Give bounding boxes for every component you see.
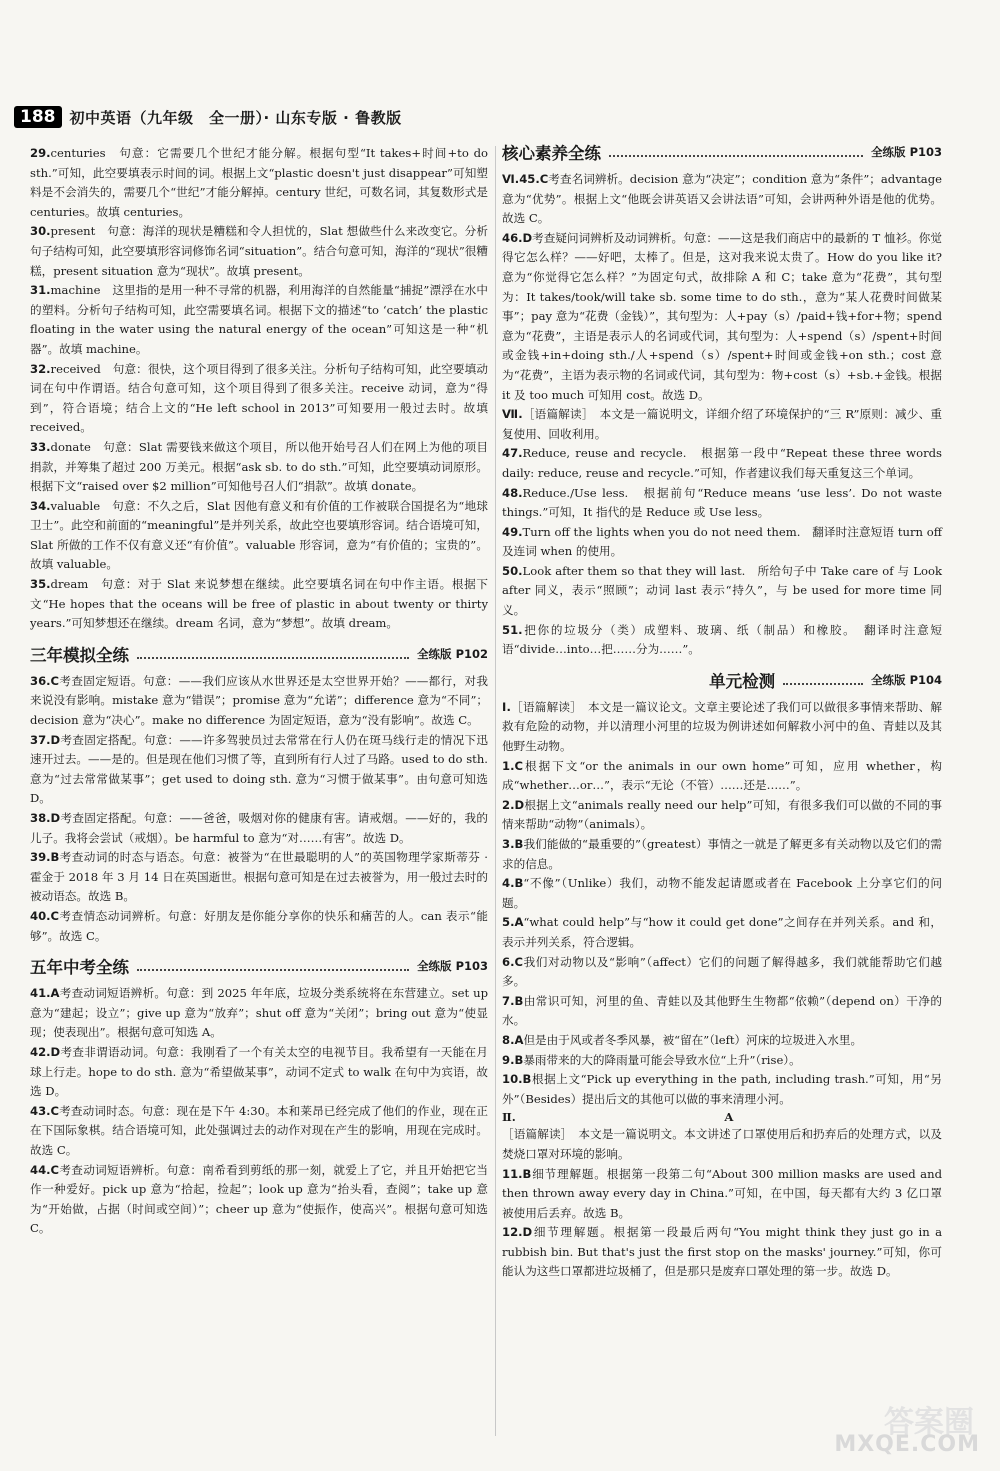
part-subheading <box>502 1109 942 1125</box>
entry-number: 4.B <box>502 876 524 891</box>
entry-number: 48. <box>502 485 523 500</box>
entry-text: 考查固定短语。句意：——我们应该从水世界还是太空世界开始？——都行，对我来说没有影响。mistake 意为“错误”；promise 意为“允诺”；difference 意为“不同”；decision 意为“决心”。make no difference 为固定短语，意为“没有影响”。故选 C。 <box>30 673 488 728</box>
dotted-rule <box>783 683 863 685</box>
section-page-ref: 全练版 P104 <box>871 672 942 687</box>
answer-entry <box>30 222 488 281</box>
entry-number: 38.D <box>30 811 61 825</box>
entry-number: 43.C <box>30 1103 60 1118</box>
answer-entry <box>30 731 488 809</box>
entry-number: 6.C <box>502 954 523 969</box>
entry-text: 考查动词的时态与语态。句意：被誉为“在世最聪明的人”的英国物理学家斯蒂芬 · 霍金于 2018 年 3 月 14 日在英国逝世。根据句意可知是在过去被誉为，用一般过去时的被动语态。故选 B。 <box>30 850 488 904</box>
part-number: Ⅱ. <box>502 1110 516 1125</box>
section-heading <box>502 138 942 166</box>
answer-entry <box>30 281 488 359</box>
answer-entry <box>30 438 488 497</box>
page-header <box>14 104 402 130</box>
entry-number: 42.D <box>30 1044 61 1059</box>
entry-text: 考查名词辨析。decision 意为“决定”；condition 意为“条件”；advantage 意为“优势”。根据上文“他既会讲英语又会讲法语”可知，会讲两种外语是他的优势。故选 C。 <box>502 172 942 226</box>
dotted-rule <box>137 657 409 659</box>
answer-entry <box>502 698 942 757</box>
column-divider <box>495 146 496 1436</box>
entry-text: valuable 句意：不久之后，Slat 因他有意义和有价值的工作被联合国提名为“地球卫士”。此空和前面的“meaningful”是并列关系，故此空也要填形容词。结合语境可知，Slat 所做的工作不仅有意义还“有价值”。valuable 形容词，意为“有价值的；宝贵的”。故填 valuable。 <box>30 498 488 572</box>
answer-entry <box>502 1070 942 1109</box>
entry-text: present 句意：海洋的现状是糟糕和令人担忧的，Slat 想做些什么来改变它。分析句子结构可知，此空要填形容词修饰名词“situation”。结合句意可知，海洋的“现状”很糟糕，present situation 意为“现状”。故填 present。 <box>30 224 488 278</box>
entry-number: 34. <box>30 498 51 513</box>
answer-entry <box>502 1051 942 1071</box>
entry-number: 32. <box>30 361 51 376</box>
page-number: 188 <box>14 106 62 128</box>
entry-text: Turn off the lights when you do not need them. 翻译时注意短语 turn off 及连词 when 的使用。 <box>502 524 942 559</box>
entry-number: 39.B <box>30 850 60 865</box>
entry-text: 考查动词时态。句意：现在是下午 4:30。本和莱昂已经完成了他们的作业，现在正在下国际象棋。结合语境可知，此处强调过去的动作对现在产生的影响，用现在完成时。故选 C。 <box>30 1103 488 1157</box>
entry-number: 35. <box>30 577 51 592</box>
section-title: 单元检测 <box>709 671 776 691</box>
entry-number: 40.C <box>30 908 60 923</box>
answer-entry <box>502 1165 942 1224</box>
entry-text: 暴雨带来的大的降雨量可能会导致水位“上升”（rise）。 <box>523 1052 801 1067</box>
entry-text: 考查动词短语辨析。句意：南希看到剪纸的那一刻，就爱上了它，并且开始把它当作一种爱好。pick up 意为“拾起，捡起”；look up 意为“抬头看，查阅”；take up 意为“开始做，占据（时间或空间）”；cheer up 意为“使振作，使高兴”。根据句意可知选 C。 <box>30 1162 488 1236</box>
entry-text: 考查情态动词辨析。句意：好朋友是你能分享你的快乐和痛苦的人。can 表示“能够”。故选 C。 <box>30 908 488 943</box>
part-letter: A <box>724 1110 734 1125</box>
answer-entry <box>30 848 488 907</box>
entry-number: 36.C <box>30 673 60 688</box>
entry-text: 考查动词短语辨析。句意：到 2025 年年底，垃圾分类系统将在东营建立。set up 意为“建起；设立”；give up 意为“放弃”；shut off 意为“关闭”；bring out 意为“使显现；使表现出”。根据句意可知选 A。 <box>30 986 488 1040</box>
book-title: 初中英语（九年级 全一册）· 山东专版 · 鲁教版 <box>69 108 402 127</box>
entry-text: ［语篇解读］ 本文是一篇说明文，详细介绍了环境保护的“三 R”原则：减少、重复使用、回收利用。 <box>502 407 942 441</box>
entry-text: 考查固定搭配。句意：——爸爸，吸烟对你的健康有害。请戒烟。——好的，我的儿子。我将会尝试（戒烟）。be harmful to 意为“对……有害”。故选 D。 <box>30 811 488 845</box>
section-title: 核心素养全练 <box>502 144 601 163</box>
answer-entry <box>30 1161 488 1239</box>
section-heading <box>30 640 488 668</box>
entry-text: 根据下文“or the animals in our own home”可知，应用 whether，构成“whether…or…”，表示“无论（不管）……还是……”。 <box>502 758 942 793</box>
entry-number: 9.B <box>502 1052 524 1067</box>
entry-number: 50. <box>502 563 523 578</box>
entry-number: 11.B <box>502 1166 532 1181</box>
entry-text: centuries 句意：它需要几个世纪才能分解。根据句型“It takes+时间+to do sth.”可知，此空要填表示时间的词。根据上文“plastic doesn't just disappear”可知塑料是不会消失的，需要几个“世纪”才能分解掉。century 世纪，可数名词，其复数形式是 centuries。故填 centuries。 <box>30 146 488 219</box>
entry-text: 由常识可知，河里的鱼、青蛙以及其他野生生物都“依赖”（depend on）干净的水。 <box>502 993 942 1028</box>
answer-entry <box>502 835 942 874</box>
entry-number: 44.C <box>30 1162 60 1177</box>
entry-list <box>30 672 488 946</box>
section-heading <box>502 666 942 694</box>
answer-entry <box>502 170 942 229</box>
answer-entry <box>502 229 942 405</box>
entry-number: 7.B <box>502 993 524 1008</box>
watermark <box>812 1397 980 1457</box>
right-column <box>502 144 942 1282</box>
answer-entry <box>502 444 942 483</box>
dotted-rule <box>609 155 863 157</box>
entry-list <box>30 984 488 1239</box>
entry-text: “不像”（Unlike）我们，动物不能发起请愿或者在 Facebook 上分享它们的问题。 <box>502 876 942 910</box>
entry-number: 49. <box>502 524 523 539</box>
answer-entry <box>30 360 488 438</box>
answer-entry <box>502 913 942 952</box>
entry-text: 把你的垃圾分（类）成塑料、玻璃、纸（制品）和橡胶。 翻译时注意短语“divide…into…把……分为……”。 <box>502 622 942 657</box>
answer-entry <box>502 484 942 523</box>
answer-entry <box>30 575 488 634</box>
entry-text: 考查固定搭配。句意：——许多驾驶员过去常常在行人仍在斑马线行走的情况下迅速开过去。——是的。但是现在他们习惯了等，直到所有行人过了马路。used to do sth. 意为“过去常常做某事”；get used to doing sth. 意为“习惯于做某事”。由句意可知选 D。 <box>30 732 488 806</box>
section-title: 三年模拟全练 <box>30 645 129 665</box>
answer-entry <box>30 672 488 731</box>
entry-number: 51. <box>502 622 523 637</box>
entry-text: 考查疑问词辨析及动词辨析。句意：——这是我们商店中的最新的 T 恤衫。你觉得它怎么样？——好吧，太棒了。但是，这对我来说太贵了。How do you like it? 意为“你觉得它怎么样？”为固定句式，故排除 A 和 C；take 意为“花费”，其句型为：It takes/took/will take sb. some time to do sth.，意为“某人花费时间做某事”；pay 意为“花费（金钱）”，其句型为：人+pay（s）/paid+钱+for+物；spend 意为“花费”，主语是表示人的名词或代词，其句型为：人+spend（s）/spent+时间或金钱+in+doing sth./人+spend（s）/spent+时间或金钱+on sth.；cost 意为“花费”，主语为表示物的名词或代词，其句型为：物+cost（s）+sb.+金钱。根据 it 及 too much 可知用 cost。故选 D。 <box>502 230 942 402</box>
entry-number: 30. <box>30 224 51 239</box>
entry-text: 我们能做的“最重要的”（greatest）事情之一就是了解更多有关动物以及它们的需求的信息。 <box>502 837 942 871</box>
answer-entry <box>30 984 488 1043</box>
entry-number: 41.A <box>30 986 60 1001</box>
answer-entry <box>502 562 942 621</box>
entry-text: ［语篇解读］ 本文是一篇议论文。文章主要论述了我们可以做很多事情来帮助、解救有危险的动物，并以清理小河里的垃圾为例讲述如何解救小河中的鱼、青蛙以及其他野生动物。 <box>502 699 943 754</box>
entry-number: 46.D <box>502 230 533 245</box>
entry-text: Reduce, reuse and recycle. 根据第一段中“Repeat these three words daily: reduce, reuse and recycle.”可知，作者建议我们每天重复这三个单词。 <box>502 446 942 480</box>
answer-entry <box>30 1043 488 1102</box>
entry-list <box>502 698 942 1109</box>
entry-number: 2.D <box>502 797 525 812</box>
answer-entry <box>502 1125 942 1164</box>
answer-entry <box>502 405 942 444</box>
watermark-logo: 答案圈 <box>884 1405 974 1440</box>
entry-number: Ⅶ. <box>502 407 523 422</box>
answer-entry <box>30 809 488 848</box>
entry-text: machine 这里指的是用一种不寻常的机器，利用海洋的自然能量“捕捉”漂浮在水中的塑料。分析句子结构可知，此空需要填名词。根据下文的描述“to ‘catch’ the plastic floating in the water using the natural energy of the ocean”可知这是一种“机器”。故填 machine。 <box>30 283 488 356</box>
entry-number: 8.A <box>502 1032 524 1047</box>
entry-number: 37.D <box>30 732 61 747</box>
entry-text: 考查非谓语动词。句意：我刚看了一个有关太空的电视节目。我希望有一天能在月球上行走。hope to do sth. 意为“希望做某事”，动词不定式 to walk 在句中为宾语，故选 D。 <box>30 1044 488 1099</box>
entry-text: 细节理解题。根据第一段第二句“About 300 million masks are used and then thrown away every day in China.”可知，在中国，每天都有大约 3 亿口罩被使用后丢弃。故选 B。 <box>502 1166 942 1220</box>
entry-number: 47. <box>502 446 523 461</box>
answer-entry <box>30 144 488 222</box>
watermark-url: MXQE.COM <box>834 1432 980 1457</box>
entry-text: dream 句意：对于 Slat 来说梦想在继续。此空要填名词在句中作主语。根据下文“He hopes that the oceans will be free of plastic in about twenty or thirty years.”可知梦想还在继续。dream 名词，意为“梦想”。故填 dream。 <box>30 577 488 631</box>
section-heading <box>30 952 488 980</box>
section-page-ref: 全练版 P103 <box>871 145 942 159</box>
entry-number: 1.C <box>502 758 523 773</box>
entry-number: 5.A <box>502 915 524 930</box>
entry-number: 12.D <box>502 1225 533 1240</box>
entry-text: 但是由于风或者冬季风暴，被“留在”（left）河床的垃圾进入水里。 <box>523 1032 863 1047</box>
entry-number: 29. <box>30 146 51 160</box>
entry-text: donate 句意：Slat 需要钱来做这个项目，所以他开始号召人们在网上为他的项目捐款，并筹集了超过 200 万美元。根据“ask sb. to do sth.”可知，此空要填动词原形。根据下文“raised over $2 million”可知他号召人们“捐款”。故填 donate。 <box>30 439 488 494</box>
left-column <box>30 144 488 1239</box>
entry-text: 根据上文“animals really need our help”可知，有很多我们可以做的不同的事情来帮助“动物”（animals）。 <box>502 797 942 832</box>
entry-text: received 句意：很快，这个项目得到了很多关注。分析句子结构可知，此空要填动词在句中作谓语。结合句意可知，这个项目得到了很多关注。receive 动词，意为“得到”，符合语境；结合上文的“He left school in 2013”可知要用一般过去时。故填 received。 <box>30 361 488 435</box>
answer-entry <box>502 523 942 562</box>
entry-list <box>502 1125 942 1282</box>
entry-number: 10.B <box>502 1072 532 1087</box>
answer-entry <box>502 953 942 992</box>
entry-list <box>502 170 942 660</box>
entry-text: Reduce./Use less. 根据前句“Reduce means ‘use less’. Do not waste things.”可知，It 指代的是 Reduce 或 Use less。 <box>502 485 942 520</box>
answer-entry <box>502 874 942 913</box>
entry-list <box>30 144 488 634</box>
answer-entry <box>502 992 942 1031</box>
answer-entry <box>502 757 942 796</box>
entry-number: 33. <box>30 439 51 454</box>
answer-entry <box>30 497 488 575</box>
entry-text: 细节理解题。根据第一段最后两句“You might think they just go in a rubbish bin. But that's just the first stop on the masks' journey.”可知，你可能认为这些口罩都进垃圾桶了，但是那只是废弃口罩处理的第一步。故选 D。 <box>502 1225 942 1279</box>
answer-entry <box>502 621 942 660</box>
entry-text: “what could help”与“how it could get done”之间存在并列关系。and 和，表示并列关系，符合逻辑。 <box>502 915 942 949</box>
section-page-ref: 全练版 P102 <box>417 646 488 661</box>
entry-text: ［语篇解读］ 本文是一篇说明文。本文讲述了口罩使用后和扔弃后的处理方式，以及焚烧口罩对环境的影响。 <box>502 1127 942 1161</box>
answer-entry <box>502 1031 942 1051</box>
entry-text: 根据上文“Pick up everything in the path, including trash.”可知，用“另外”（Besides）提出后文的其他可以做的事来清理小河。 <box>502 1072 942 1106</box>
entry-text: Look after them so that they will last. 所给句子中 Take care of 与 Look after 同义，表示“照顾”；动词 last 表示“持久”，与 be used for more time 同义。 <box>502 563 942 618</box>
entry-number: Ⅵ.45.C <box>502 172 549 186</box>
section-page-ref: 全练版 P103 <box>417 959 488 974</box>
answer-entry <box>30 907 488 946</box>
entry-text: 我们对动物以及“影响”（affect）它们的问题了解得越多，我们就能帮助它们越多。 <box>502 954 942 989</box>
section-title: 五年中考全练 <box>30 958 129 978</box>
entry-number: 31. <box>30 283 51 298</box>
answer-entry <box>30 1102 488 1161</box>
entry-number: 3.B <box>502 837 524 851</box>
dotted-rule <box>137 969 409 971</box>
answer-entry <box>502 796 942 835</box>
answer-entry <box>502 1223 942 1282</box>
entry-number: Ⅰ. <box>502 699 511 714</box>
